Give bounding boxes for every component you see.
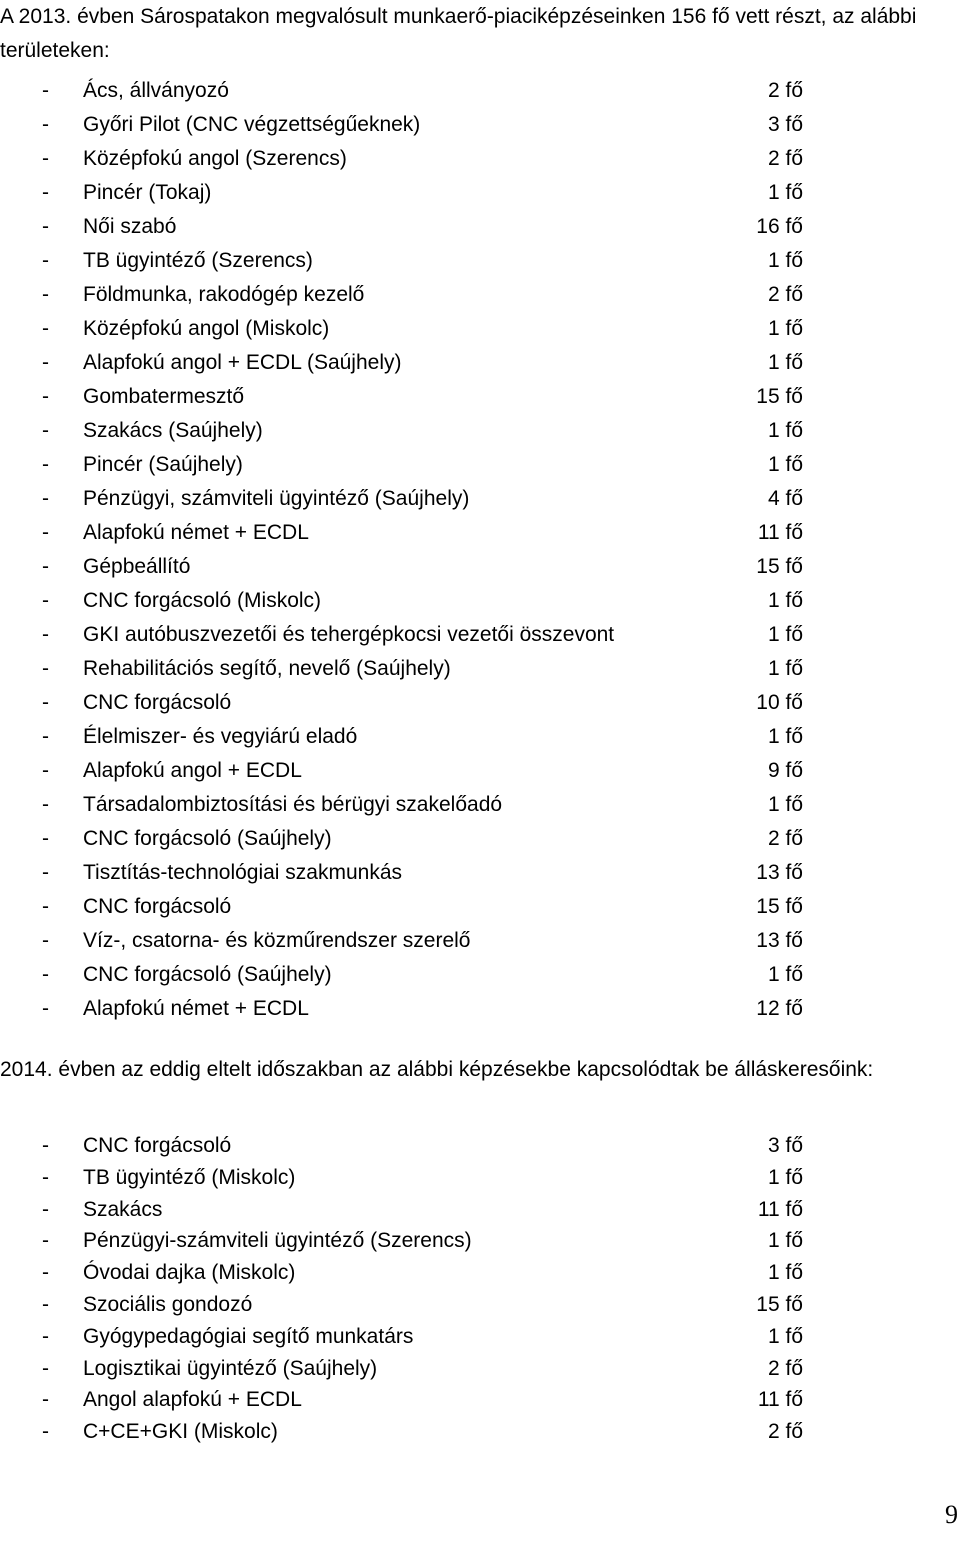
training-name: Ács, állványozó: [83, 79, 229, 102]
list-bullet-dash: -: [42, 793, 49, 816]
participant-count: 1 fő: [767, 1229, 803, 1253]
training-name: Rehabilitációs segítő, nevelő (Saújhely): [83, 657, 451, 680]
list-bullet-dash: -: [42, 1324, 49, 1348]
list-bullet-dash: -: [42, 1292, 49, 1316]
list-bullet-dash: -: [42, 419, 49, 442]
training-name: Alapfokú német + ECDL: [83, 521, 309, 544]
list-bullet-dash: -: [42, 929, 49, 952]
training-name: Logisztikai ügyintéző (Saújhely): [83, 1356, 378, 1380]
participant-count: 10 fő: [756, 691, 803, 714]
list-bullet-dash: -: [42, 1165, 49, 1189]
training-name: CNC forgácsoló: [83, 1134, 232, 1157]
participant-count: 1 fő: [767, 1261, 803, 1285]
list-bullet-dash: -: [42, 79, 49, 102]
participant-count: 4 fő: [767, 487, 803, 510]
training-name: Pincér (Tokaj): [83, 181, 212, 204]
participant-count: 15 fő: [756, 1292, 803, 1316]
training-name: GKI autóbuszvezetői és tehergépkocsi vezetői összevont: [83, 623, 615, 646]
participant-count: 1 fő: [767, 419, 803, 442]
training-name: CNC forgácsoló (Saújhely): [83, 963, 332, 986]
participant-count: 2 fő: [767, 147, 803, 170]
participant-count: 13 fő: [756, 929, 803, 952]
list-bullet-dash: -: [42, 1134, 49, 1157]
training-name: C+CE+GKI (Miskolc): [83, 1420, 278, 1444]
participant-count: 11 fő: [757, 521, 803, 544]
list-bullet-dash: -: [42, 623, 49, 646]
list-bullet-dash: -: [42, 521, 49, 544]
participant-count: 2 fő: [767, 1420, 803, 1444]
intro-paragraph-2014: 2014. évben az eddig eltelt időszakban az alábbi képzésekbe kapcsolódtak be álláskeresőink:: [0, 1058, 874, 1081]
training-name: Alapfokú angol + ECDL: [83, 759, 302, 782]
participant-count: 1 fő: [767, 351, 803, 374]
list-bullet-dash: -: [42, 1420, 49, 1444]
training-name: CNC forgácsoló: [83, 691, 232, 714]
training-name: Gépbeállító: [83, 555, 191, 578]
participant-count: 1 fő: [767, 963, 803, 986]
participant-count: 2 fő: [767, 79, 803, 102]
list-bullet-dash: -: [42, 827, 49, 850]
participant-count: 12 fő: [756, 997, 803, 1020]
list-bullet-dash: -: [42, 215, 49, 238]
training-name: Gyógypedagógiai segítő munkatárs: [83, 1324, 414, 1348]
list-bullet-dash: -: [42, 113, 49, 136]
list-bullet-dash: -: [42, 895, 49, 918]
participant-count: 1 fő: [767, 725, 803, 748]
participant-count: 1 fő: [767, 249, 803, 272]
training-name: CNC forgácsoló: [83, 895, 232, 918]
training-name: Középfokú angol (Szerencs): [83, 147, 347, 170]
training-name: Szakács: [83, 1197, 163, 1221]
list-bullet-dash: -: [42, 861, 49, 884]
participant-count: 1 fő: [767, 589, 803, 612]
training-name: Gombatermesztő: [83, 385, 245, 408]
list-bullet-dash: -: [42, 657, 49, 680]
participant-count: 16 fő: [756, 215, 803, 238]
list-bullet-dash: -: [42, 385, 49, 408]
list-bullet-dash: -: [42, 147, 49, 170]
list-bullet-dash: -: [42, 181, 49, 204]
participant-count: 9 fő: [767, 759, 803, 782]
training-name: CNC forgácsoló (Miskolc): [83, 589, 322, 612]
training-name: Női szabó: [83, 215, 177, 238]
participant-count: 15 fő: [756, 555, 803, 578]
training-name: TB ügyintéző (Miskolc): [83, 1165, 296, 1189]
list-bullet-dash: -: [42, 1388, 49, 1412]
list-bullet-dash: -: [42, 283, 49, 306]
training-name: Szociális gondozó: [83, 1292, 253, 1316]
participant-count: 11 fő: [757, 1197, 803, 1221]
list-bullet-dash: -: [42, 759, 49, 782]
participant-count: 1 fő: [767, 657, 803, 680]
training-name: Angol alapfokú + ECDL: [83, 1388, 302, 1412]
participant-count: 15 fő: [756, 385, 803, 408]
page-number: 9: [945, 1500, 958, 1529]
training-name: Élelmiszer- és vegyiárú eladó: [83, 725, 358, 748]
participant-count: 2 fő: [767, 827, 803, 850]
participant-count: 1 fő: [767, 181, 803, 204]
participant-count: 2 fő: [767, 283, 803, 306]
participant-count: 1 fő: [767, 317, 803, 340]
training-name: Társadalombiztosítási és bérügyi szakelőadó: [83, 793, 503, 816]
intro-paragraph-2013: A 2013. évben Sárospatakon megvalósult munkaerő-piaciképzéseinken 156 fő vett részt, az alábbi területeken:: [0, 5, 917, 62]
list-bullet-dash: -: [42, 453, 49, 476]
list-bullet-dash: -: [42, 725, 49, 748]
participant-count: 1 fő: [767, 623, 803, 646]
list-bullet-dash: -: [42, 589, 49, 612]
list-bullet-dash: -: [42, 1197, 49, 1221]
training-name: Földmunka, rakodógép kezelő: [83, 283, 365, 306]
training-name: Víz-, csatorna- és közműrendszer szerelő: [83, 929, 471, 952]
list-bullet-dash: -: [42, 997, 49, 1020]
list-bullet-dash: -: [42, 487, 49, 510]
participant-count: 2 fő: [767, 1356, 803, 1380]
training-name: TB ügyintéző (Szerencs): [83, 249, 313, 272]
participant-count: 1 fő: [767, 453, 803, 476]
list-bullet-dash: -: [42, 249, 49, 272]
list-bullet-dash: -: [42, 351, 49, 374]
participant-count: 13 fő: [756, 861, 803, 884]
training-name: Szakács (Saújhely): [83, 419, 263, 442]
training-name: Alapfokú angol + ECDL (Saújhely): [83, 351, 402, 374]
training-name: Középfokú angol (Miskolc): [83, 317, 330, 340]
list-bullet-dash: -: [42, 555, 49, 578]
training-name: Győri Pilot (CNC végzettségűeknek): [83, 113, 421, 136]
training-name: Tisztítás-technológiai szakmunkás: [83, 861, 403, 884]
participant-count: 1 fő: [767, 793, 803, 816]
list-bullet-dash: -: [42, 317, 49, 340]
participant-count: 11 fő: [757, 1388, 803, 1412]
training-name: Óvodai dajka (Miskolc): [83, 1261, 296, 1285]
training-name: CNC forgácsoló (Saújhely): [83, 827, 332, 850]
list-bullet-dash: -: [42, 963, 49, 986]
training-name: Pénzügyi, számviteli ügyintéző (Saújhely): [83, 487, 470, 510]
list-bullet-dash: -: [42, 1356, 49, 1380]
participant-count: 15 fő: [756, 895, 803, 918]
list-bullet-dash: -: [42, 691, 49, 714]
training-name: Pincér (Saújhely): [83, 453, 243, 476]
participant-count: 1 fő: [767, 1324, 803, 1348]
training-name: Pénzügyi-számviteli ügyintéző (Szerencs): [83, 1229, 472, 1253]
participant-count: 3 fő: [767, 1134, 803, 1157]
list-bullet-dash: -: [42, 1261, 49, 1285]
participant-count: 1 fő: [767, 1165, 803, 1189]
participant-count: 3 fő: [767, 113, 803, 136]
list-bullet-dash: -: [42, 1229, 49, 1253]
training-name: Alapfokú német + ECDL: [83, 997, 309, 1020]
